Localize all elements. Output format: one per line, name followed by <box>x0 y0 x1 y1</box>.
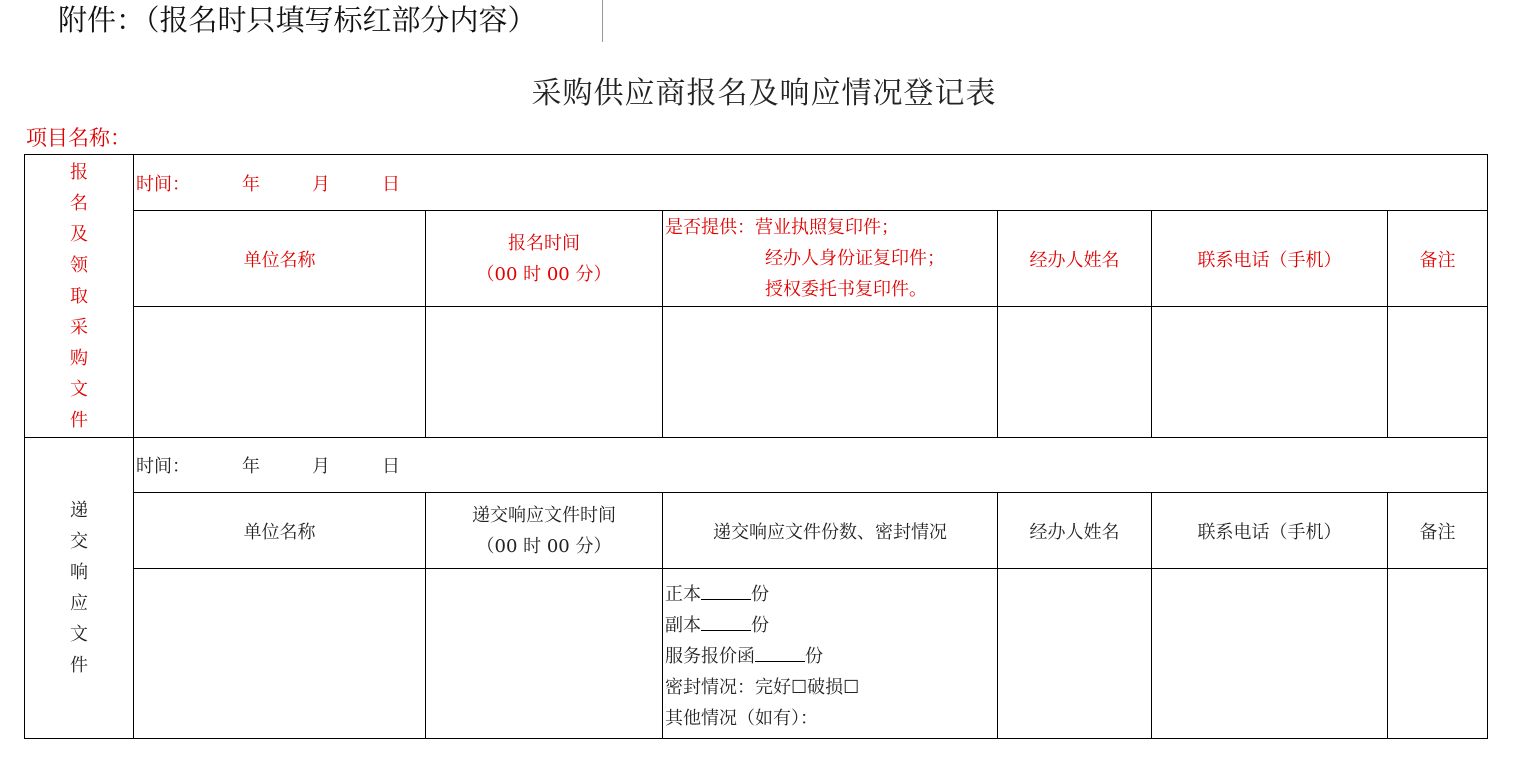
original-count-line: 正本 份 <box>665 579 997 610</box>
sub-cell-copies-seal[interactable] <box>663 569 998 739</box>
year-label: 年 <box>242 456 260 477</box>
attachment-note: 附件：（报名时只填写标红部分内容） <box>58 3 537 37</box>
registration-side-char: 购 <box>70 347 88 369</box>
col-header-phone: 联系电话（手机） <box>1152 493 1388 569</box>
submission-side-char: 应 <box>70 593 88 614</box>
time-label: 时间： <box>136 173 190 195</box>
col-header-provide-docs: 是否提供：营业执照复印件； 经办人身份证复印件； 授权委托书复印件。 <box>663 211 998 307</box>
month-label: 月 <box>312 173 330 195</box>
registration-side-char: 领 <box>70 254 88 276</box>
col-header-submit-time: 递交响应文件时间 （00 时 00 分） <box>426 493 663 569</box>
sub-cell-phone[interactable] <box>1152 569 1388 739</box>
submission-side-char: 响 <box>70 562 88 583</box>
reg-cell-provide-docs[interactable] <box>663 307 998 438</box>
quote-count-line: 服务报价函 份 <box>665 641 997 672</box>
seal-status-line: 密封情况：完好☐破损☐ <box>665 677 860 698</box>
submission-time-row[interactable] <box>134 438 1488 493</box>
registration-side-char: 及 <box>70 223 88 245</box>
col-header-unit-name: 单位名称 <box>134 211 426 307</box>
col-header-agent-name: 经办人姓名 <box>998 493 1152 569</box>
reg-cell-unit-name[interactable] <box>134 307 426 438</box>
day-label: 日 <box>382 456 400 477</box>
registration-side-char: 采 <box>70 316 88 338</box>
submission-side-char: 件 <box>70 655 88 676</box>
sub-cell-unit-name[interactable] <box>134 569 426 739</box>
day-label: 日 <box>382 173 400 195</box>
other-notes-line: 其他情况（如有）： <box>665 708 818 729</box>
registration-side-char: 文 <box>70 378 88 400</box>
registration-side-char: 报 <box>70 161 88 183</box>
submission-side-char: 递 <box>70 500 88 521</box>
submission-side-label <box>25 438 134 739</box>
note-divider <box>602 0 603 42</box>
reg-cell-remarks[interactable] <box>1388 307 1488 438</box>
sub-cell-agent-name[interactable] <box>998 569 1152 739</box>
submission-side-char: 文 <box>70 624 88 645</box>
reg-cell-phone[interactable] <box>1152 307 1388 438</box>
registration-side-char: 取 <box>70 285 88 307</box>
time-label: 时间： <box>136 456 190 477</box>
registration-side-char: 件 <box>70 409 88 431</box>
year-label: 年 <box>242 173 260 195</box>
col-header-unit-name: 单位名称 <box>134 493 426 569</box>
reg-cell-agent-name[interactable] <box>998 307 1152 438</box>
col-header-remarks: 备注 <box>1388 493 1488 569</box>
form-title: 采购供应商报名及响应情况登记表 <box>531 76 997 111</box>
damaged-checkbox[interactable]: ☐ <box>843 677 860 698</box>
copy-count-line: 副本 份 <box>665 610 997 641</box>
registration-time-row[interactable] <box>134 155 1488 211</box>
col-header-remarks: 备注 <box>1388 211 1488 307</box>
registration-side-label <box>25 155 134 438</box>
month-label: 月 <box>312 456 330 477</box>
submission-side-char: 交 <box>70 531 88 552</box>
sub-cell-remarks[interactable] <box>1388 569 1488 739</box>
registration-form-table <box>24 154 1488 739</box>
sub-cell-submit-time[interactable] <box>426 569 663 739</box>
col-header-copies-seal: 递交响应文件份数、密封情况 <box>663 493 998 569</box>
col-header-reg-time: 报名时间 （00 时 00 分） <box>426 211 663 307</box>
project-name-label: 项目名称： <box>26 126 131 150</box>
intact-checkbox[interactable]: ☐ <box>791 677 808 698</box>
col-header-agent-name: 经办人姓名 <box>998 211 1152 307</box>
col-header-phone: 联系电话（手机） <box>1152 211 1388 307</box>
registration-side-char: 名 <box>70 192 88 214</box>
reg-cell-reg-time[interactable] <box>426 307 663 438</box>
